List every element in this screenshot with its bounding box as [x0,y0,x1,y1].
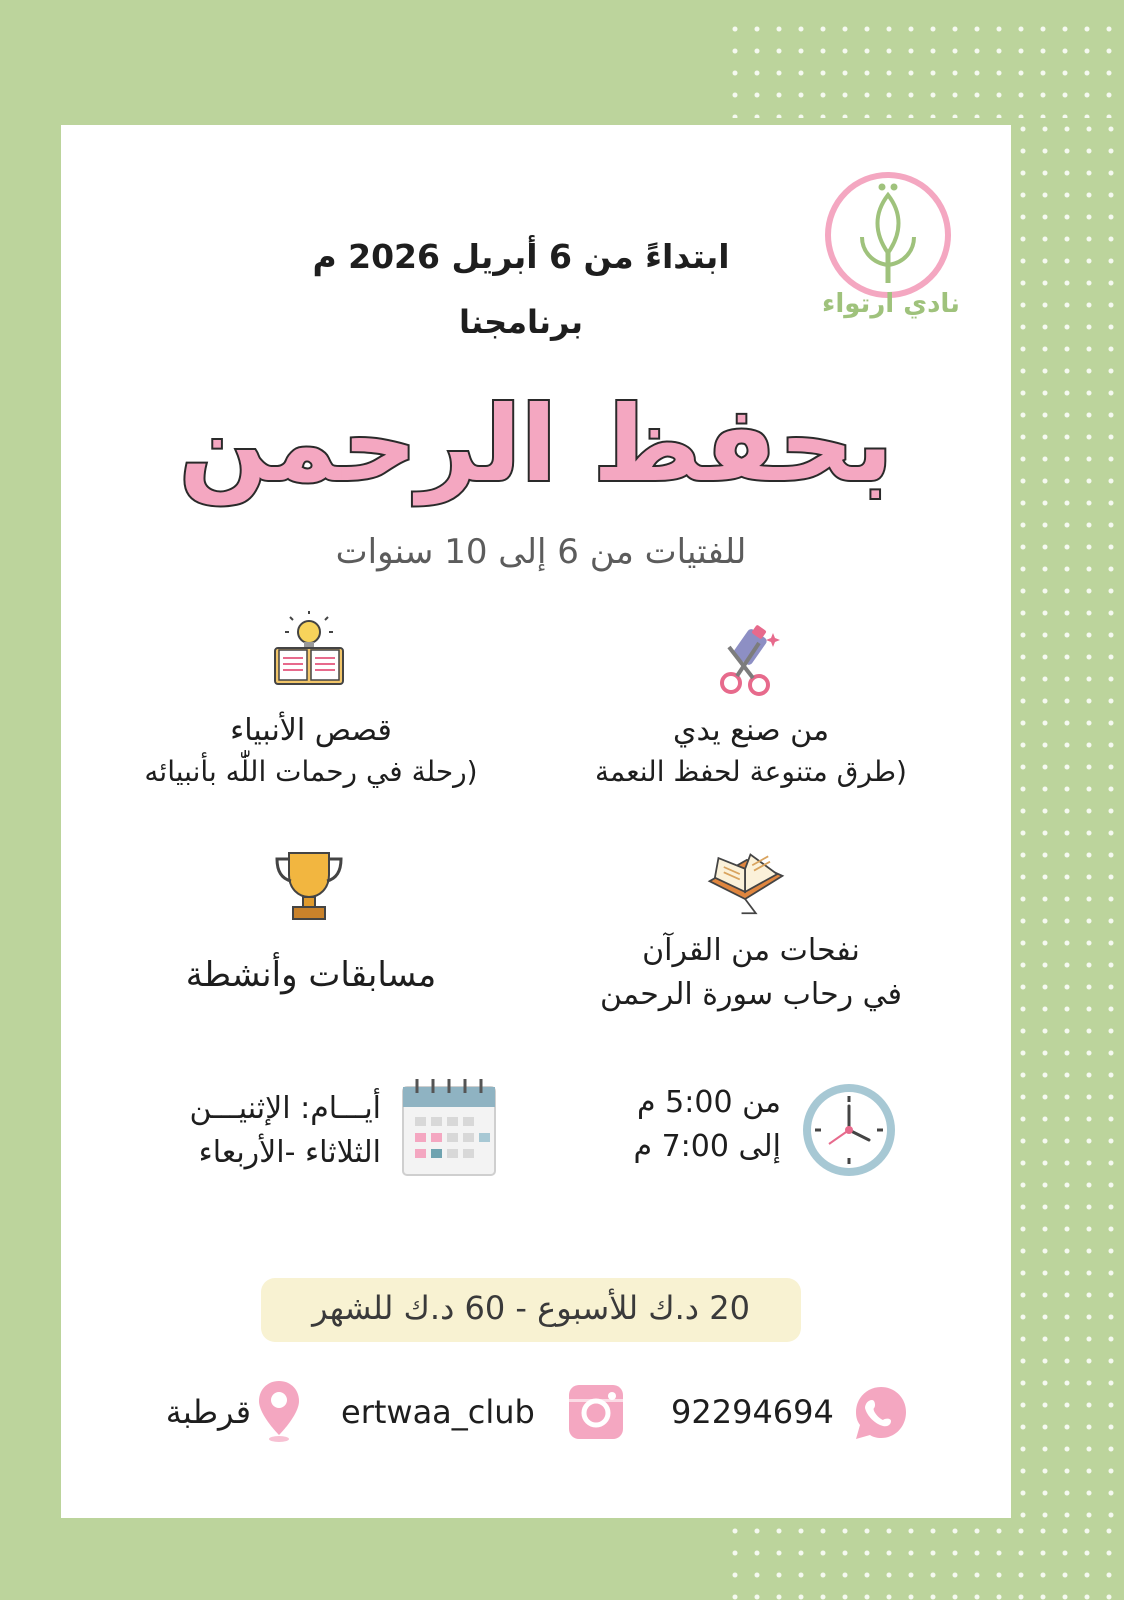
feature-subtitle-handmade: (طرق متنوعة لحفظ النعمة [595,755,907,788]
program-title: بحفظ الرحمن [178,383,894,505]
feature-title-prophets: قصص الأنبياء [230,713,392,748]
feature-title-handmade: من صنع يدي [672,713,830,748]
club-name: نادي ارتواء [822,289,960,319]
flyer-card [61,125,1011,1518]
price-text: 20 د.ك للأسبوع - 60 د.ك للشهر [312,1289,750,1327]
scissors-glue-icon [709,623,789,703]
trophy-icon [269,845,349,925]
feature-title-quran: نفحات من القرآن [642,933,860,968]
instagram-handle: ertwaa_club [341,1393,535,1431]
start-date: ابتداءً من 6 أبريل 2026 م [312,237,730,276]
quran-icon [706,843,786,923]
book-lightbulb-icon [269,610,349,690]
location-pin-icon [257,1379,301,1443]
dot-pattern-top [724,18,1124,118]
time-to: إلى 7:00 م [633,1129,781,1164]
time-from: من 5:00 م [637,1085,781,1120]
dot-pattern-right [1012,118,1124,1518]
feature-subtitle-quran: في رحاب سورة الرحمن [600,977,902,1012]
whatsapp-phone-icon [851,1383,911,1443]
calendar-icon [399,1075,499,1179]
days-line-2: الثلاثاء -الأربعاء [198,1135,381,1170]
instagram-icon [567,1383,625,1441]
location-text: قرطبة [165,1393,251,1431]
feature-subtitle-prophets: (رحلة في رحمات اللّٰه بأنبيائه [144,755,478,788]
age-group: للفتيات من 6 إلى 10 سنوات [335,532,747,572]
program-label: برنامجنا [459,303,583,341]
feature-title-competitions: مسابقات وأنشطة [185,955,437,995]
phone-number: 92294694 [671,1393,834,1431]
clock-icon [799,1080,899,1180]
dot-pattern-bottom [724,1520,1124,1600]
days-line-1: أيـــام: الإثنيـــن [189,1091,381,1126]
